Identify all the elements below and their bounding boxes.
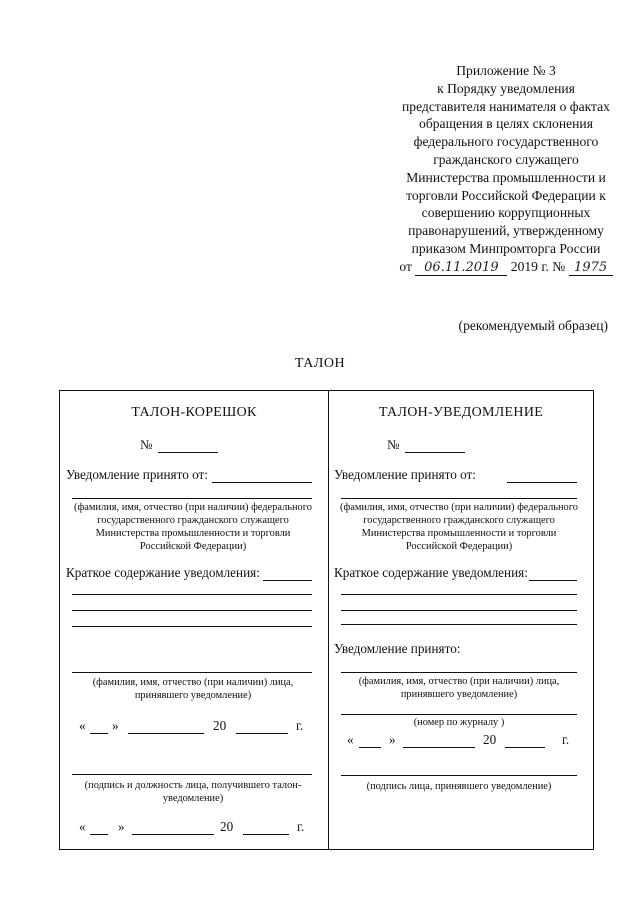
date-open-quote: «	[347, 732, 354, 747]
notice-accepted-from-field[interactable]	[507, 482, 577, 483]
notice-receiver-field[interactable]	[341, 672, 577, 673]
notice-person-caption: (фамилия, имя, отчество (при наличии) федерального государственного гражданского служащего Министерства промышленности и торговли Российской Федерации)	[340, 502, 578, 552]
year-suffix: г.	[562, 732, 570, 747]
appendix-date-line	[388, 258, 624, 276]
notice-number-field[interactable]	[405, 452, 465, 453]
notice-journal-caption: (номер по журналу )	[413, 717, 505, 728]
appendix-line: Приложение № 3	[456, 63, 556, 78]
talon-stub	[60, 391, 328, 849]
notice-number-label: №	[387, 437, 400, 452]
date-open-quote: «	[79, 819, 86, 834]
stub-person-field[interactable]	[72, 498, 312, 499]
stub-summary-line[interactable]	[72, 594, 312, 595]
talon-title: ТАЛОН	[294, 356, 346, 371]
notice-year-field[interactable]	[505, 747, 545, 748]
stub-day-field[interactable]	[90, 834, 108, 835]
handwritten-date: 06.11.2019	[415, 261, 507, 276]
year-prefix: 20	[483, 732, 497, 747]
date-prefix: от	[399, 258, 412, 274]
stub-person-caption: (фамилия, имя, отчество (при наличии) федерального государственного гражданского служащего Министерства промышленности и торговли Российской Федерации)	[74, 502, 312, 552]
notice-signature-field[interactable]	[341, 775, 577, 776]
stub-accepted-from-field[interactable]	[212, 482, 312, 483]
year-suffix: г.	[297, 819, 305, 834]
appendix-line: приказом Минпромторга России	[411, 240, 601, 256]
stub-summary-line[interactable]	[72, 626, 312, 627]
stub-signature-caption: (подпись и должность лица, получившего талон-уведомление)	[84, 780, 302, 804]
notice-summary-field[interactable]	[529, 580, 577, 581]
stub-summary-label: Краткое содержание уведомления:	[66, 565, 260, 580]
year-number-text: 2019 г. №	[510, 258, 566, 274]
stub-accepted-from-label: Уведомление принято от:	[66, 467, 208, 482]
appendix-line: Министерства промышленности и	[406, 169, 606, 185]
notice-day-field[interactable]	[359, 747, 381, 748]
notice-signature-caption: (подпись лица, принявшего уведомление)	[366, 781, 552, 792]
date-close-quote: »	[112, 718, 119, 733]
appendix-line: представителя нанимателя о фактах	[402, 98, 610, 114]
date-close-quote: »	[389, 732, 396, 747]
stub-signature-field[interactable]	[72, 774, 312, 775]
notice-journal-field[interactable]	[341, 714, 577, 715]
date-close-quote: »	[118, 819, 125, 834]
stub-number-field[interactable]	[158, 452, 218, 453]
notice-accepted-from-label: Уведомление принято от:	[334, 467, 476, 482]
notice-accepted-label: Уведомление принято:	[334, 641, 461, 656]
stub-receiver-caption: (фамилия, имя, отчество (при наличии) лица, принявшего уведомление)	[92, 677, 294, 701]
stub-summary-line[interactable]	[72, 610, 312, 611]
stub-year-field[interactable]	[243, 834, 289, 835]
stub-month-field[interactable]	[128, 733, 204, 734]
talon-notice	[329, 391, 593, 849]
year-prefix: 20	[213, 718, 227, 733]
notice-summary-line[interactable]	[341, 610, 577, 611]
date-open-quote: «	[79, 718, 86, 733]
appendix-line: федерального государственного	[413, 134, 599, 150]
stub-title: ТАЛОН-КОРЕШОК	[131, 405, 257, 420]
notice-summary-label: Краткое содержание уведомления:	[334, 565, 528, 580]
year-prefix: 20	[220, 819, 234, 834]
year-suffix: г.	[296, 718, 304, 733]
notice-month-field[interactable]	[403, 747, 475, 748]
notice-title: ТАЛОН-УВЕДОМЛЕНИЕ	[378, 405, 544, 420]
appendix-block	[388, 62, 624, 276]
stub-year-field[interactable]	[236, 733, 288, 734]
notice-receiver-caption: (фамилия, имя, отчество (при наличии) лица, принявшего уведомление)	[358, 676, 560, 700]
stub-receiver-field[interactable]	[72, 672, 312, 673]
appendix-line: совершению коррупционных	[421, 205, 591, 221]
notice-person-field[interactable]	[341, 498, 577, 499]
appendix-line: гражданского служащего	[433, 151, 579, 167]
handwritten-number: 1975	[569, 261, 613, 276]
stub-month-field[interactable]	[132, 834, 214, 835]
appendix-line: торговли Российской Федерации к	[406, 187, 606, 203]
talon-form	[59, 390, 594, 850]
appendix-line: правонарушений, утвержденному	[408, 223, 604, 239]
notice-summary-line[interactable]	[341, 594, 577, 595]
notice-summary-line[interactable]	[341, 624, 577, 625]
stub-day-field[interactable]	[90, 733, 108, 734]
stub-summary-field[interactable]	[263, 580, 312, 581]
stub-number-label: №	[140, 437, 153, 452]
appendix-line: к Порядку уведомления	[437, 80, 575, 96]
appendix-line: обращения в целях склонения	[419, 116, 593, 132]
recommended-label: (рекомендуемый образец)	[458, 318, 608, 333]
